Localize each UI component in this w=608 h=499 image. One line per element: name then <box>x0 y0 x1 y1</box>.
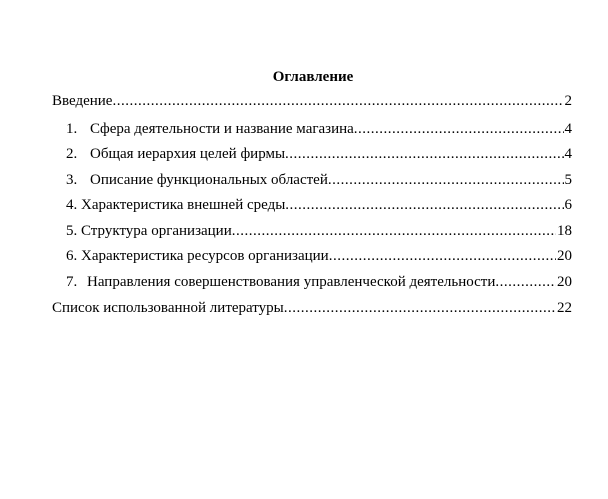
toc-entry-label: Введение <box>52 93 113 109</box>
toc-entry-7[interactable] <box>52 273 572 291</box>
toc-entry-label: 4. Характеристика внешней среды <box>66 197 286 213</box>
toc-entry-number: 2. <box>66 146 78 162</box>
toc-entry-5[interactable] <box>52 222 572 240</box>
toc-entry-page: 18 <box>557 223 572 239</box>
toc-entry-6[interactable] <box>52 247 572 265</box>
toc-leader-dots <box>329 247 556 265</box>
toc-entry-page: 20 <box>557 274 572 290</box>
toc-title: Оглавление <box>272 69 354 85</box>
toc-leader-dots <box>112 92 563 110</box>
toc-entry-bibliography[interactable] <box>52 299 572 317</box>
toc-entry-text: Направления совершенствования управленческой деятельности <box>87 274 496 290</box>
toc-entry-label <box>52 171 328 189</box>
toc-entry-number: 7. <box>66 274 78 290</box>
toc-entry-label: 6. Характеристика ресурсов организации <box>66 248 329 264</box>
toc-leader-dots <box>285 196 563 214</box>
toc-entry-number: 3. <box>66 172 78 188</box>
toc-entry-page: 5 <box>564 172 572 188</box>
toc-entry-page: 2 <box>564 93 572 109</box>
toc-entry-page: 20 <box>557 248 572 264</box>
toc-entry-page: 4 <box>564 121 572 137</box>
toc-entry-page: 6 <box>564 197 572 213</box>
toc-entry-label <box>52 120 354 138</box>
toc-entry-text: Сфера деятельности и название магазина <box>90 121 354 137</box>
toc-entry-number: 1. <box>66 121 78 137</box>
toc-leader-dots <box>232 222 556 240</box>
toc-entry-text: Общая иерархия целей фирмы <box>90 146 286 162</box>
toc-entry-2[interactable] <box>52 145 572 163</box>
toc-entry-1[interactable] <box>52 120 572 138</box>
toc-leader-dots <box>495 273 556 291</box>
toc-entry-page: 4 <box>564 146 572 162</box>
toc-entry-label: 5. Структура организации <box>66 223 232 239</box>
toc-entry-4[interactable] <box>52 196 572 214</box>
toc-leader-dots <box>328 171 564 189</box>
toc-entry-label <box>52 145 285 163</box>
toc-leader-dots <box>285 145 563 163</box>
toc-entry-label: Список использованной литературы <box>52 300 284 316</box>
toc-entry-text: Описание функциональных областей <box>90 172 328 188</box>
toc-entry-page: 22 <box>557 300 572 316</box>
toc-entry-label <box>52 273 495 291</box>
toc-leader-dots <box>284 299 556 317</box>
toc-leader-dots <box>354 120 564 138</box>
toc-entry-introduction[interactable] <box>52 92 572 110</box>
toc-entry-3[interactable] <box>52 171 572 189</box>
